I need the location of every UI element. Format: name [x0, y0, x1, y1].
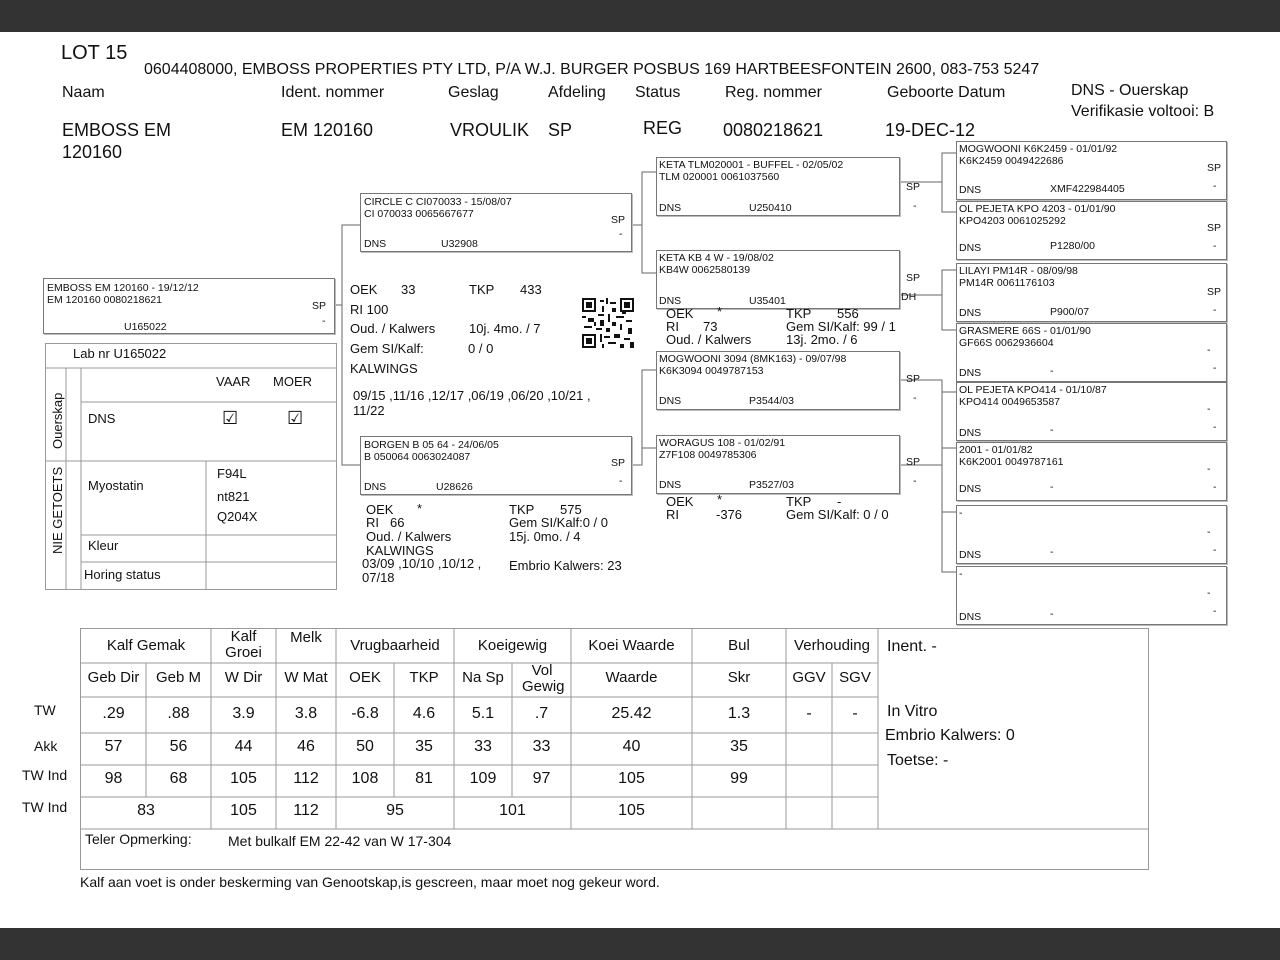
gp2-ri-value: 73: [703, 319, 718, 334]
cell: 33: [532, 738, 551, 755]
cell: 83: [137, 802, 155, 819]
cell: 50: [356, 738, 374, 755]
ggp-line2: KPO4203 0061025292: [959, 215, 1066, 227]
ggp-code: -: [1050, 424, 1054, 436]
col-group-kalf-gemak: Kalf Gemak: [106, 637, 186, 654]
col-group-koeigewig: Koeigewig: [477, 637, 548, 654]
dam-oud-label: Oud. / Kalwers: [366, 529, 452, 544]
ggp-code: -: [1050, 365, 1054, 377]
cell: 108: [351, 770, 379, 787]
cell: 35: [415, 738, 433, 755]
ggp-sp: -: [1207, 344, 1211, 356]
ggp-dns: DNS: [959, 307, 982, 319]
header-afdeling: Afdeling: [548, 84, 606, 101]
gp-dash: DH: [901, 291, 917, 303]
ggp-sp: SP: [1207, 286, 1222, 298]
sire-dns: DNS: [364, 238, 387, 250]
sire-card[interactable]: [360, 193, 632, 252]
gp4-ri-label: RI: [666, 507, 679, 522]
animal-reg: 0080218621: [723, 120, 824, 140]
subject-sp: SP: [312, 300, 327, 312]
row-label-akk: Akk: [34, 738, 58, 754]
ggp-line1: -: [959, 568, 963, 580]
ggp-code: XMF422984405: [1050, 183, 1125, 195]
myostatin-q204x: Q204X: [217, 509, 258, 524]
embrio-kalwers: Embrio Kalwers: 0: [885, 727, 1015, 744]
col-group-koei-waarde: Koei Waarde: [588, 637, 675, 654]
myostatin-f94l: F94L: [217, 466, 247, 481]
col-skr: Skr: [727, 669, 751, 686]
gp-dash: -: [913, 392, 917, 404]
gp2-oud-value: 13j. 2mo. / 6: [786, 332, 858, 347]
vaar-label: VAAR: [216, 374, 251, 389]
gp-line2: TLM 020001 0061037560: [659, 171, 780, 183]
gp-line1: KETA TLM020001 - BUFFEL - 02/05/02: [659, 159, 844, 171]
moer-label: MOER: [273, 374, 312, 389]
subject-oek-label: OEK: [350, 282, 378, 297]
gp-line2: Z7F108 0049785306: [659, 449, 757, 461]
ggp-dash: -: [1213, 362, 1217, 374]
dns-label: DNS: [88, 411, 116, 426]
dam-line1: BORGEN B 05 64 - 24/06/05: [364, 439, 499, 451]
ggp-dns: DNS: [959, 184, 982, 196]
subject-oud-value: 10j. 4mo. / 7: [469, 321, 541, 336]
ggp-sp: SP: [1207, 162, 1222, 174]
cell: 109: [469, 770, 497, 787]
gp2-gem: Gem SI/Kalf: 99 / 1: [786, 319, 896, 334]
gp-line2: K6K3094 0049787153: [659, 365, 764, 377]
col-oek: OEK: [349, 669, 381, 686]
subject-oud-label: Oud. / Kalwers: [350, 321, 436, 336]
cell: 105: [230, 802, 257, 819]
cell: 101: [499, 802, 526, 819]
ggp-card[interactable]: [956, 442, 1227, 501]
teler-opmerking-label: Teler Opmerking:: [85, 831, 192, 847]
col-sgv: SGV: [839, 669, 871, 686]
ggp-line2: GF66S 0062936604: [959, 337, 1054, 349]
header-geslag: Geslag: [448, 84, 499, 101]
grandparent-card[interactable]: [656, 351, 921, 410]
gp-line1: MOGWOONI 3094 (8MK163) - 09/07/98: [659, 353, 847, 365]
subject-tkp-value: 433: [520, 282, 542, 297]
col-group-verhouding: Verhouding: [794, 637, 870, 654]
ggp-line1: OL PEJETA KPO414 - 01/10/87: [959, 384, 1107, 396]
col-vol-gewig: Vol Gewig: [522, 662, 565, 695]
subject-oek-value: 33: [401, 282, 416, 297]
dam-age: 15j. 0mo. / 4: [509, 529, 581, 544]
ggp-dns: DNS: [959, 549, 982, 561]
cell: 1.3: [727, 705, 751, 722]
ggp-code: -: [1050, 608, 1054, 620]
gp-code: P3544/03: [749, 395, 794, 407]
header-geboorte: Geboorte Datum: [887, 84, 1006, 101]
gp-line1: WORAGUS 108 - 01/02/91: [659, 437, 786, 449]
header-reg: Reg. nommer: [725, 84, 822, 101]
ggp-line1: MOGWOONI K6K2459 - 01/01/92: [959, 143, 1118, 155]
dam-gem: Gem SI/Kalf:0 / 0: [509, 515, 608, 530]
col-w-mat: W Mat: [284, 669, 328, 686]
teler-opmerking: Met bulkalf EM 22-42 van W 17-304: [228, 833, 452, 849]
dam-calving-dates: 03/09 ,10/10 ,10/12 ,: [362, 556, 482, 571]
gp-dns: DNS: [659, 479, 682, 491]
ggp-card[interactable]: [956, 263, 1227, 322]
cell: -6.8: [351, 705, 379, 722]
ggp-line2: PM14R 0061176103: [959, 277, 1055, 289]
owner-line: 0604408000, EMBOSS PROPERTIES PTY LTD, P/A W.J. BURGER POSBUS 169 HARTBEESFONTEIN 2600, 083-753 5247: [144, 61, 1040, 78]
in-vitro: In Vitro: [887, 703, 938, 720]
ggp-sp: -: [1207, 403, 1211, 415]
cell: 105: [618, 802, 645, 819]
cell: .7: [534, 705, 549, 722]
gp-dash: -: [913, 200, 917, 212]
ggp-dash: -: [1213, 544, 1217, 556]
ggp-dash: -: [1213, 180, 1217, 192]
cell: 105: [230, 770, 257, 787]
horing-status-label: Horing status: [84, 567, 161, 582]
ggp-sp: -: [1207, 526, 1211, 538]
grandparent-card[interactable]: [656, 250, 921, 309]
cell: .88: [167, 705, 190, 722]
sire-line2: CI 070033 0065667677: [364, 208, 474, 220]
gp4-oek-value: *: [717, 492, 723, 507]
dam-ri-label: RI: [366, 515, 379, 530]
cell: 3.8: [294, 705, 318, 722]
ggp-code: P900/07: [1050, 306, 1090, 318]
animal-afdeling: SP: [548, 120, 573, 140]
ggp-card[interactable]: [956, 323, 1227, 382]
cell: 44: [234, 738, 253, 755]
col-group-vrugbaarheid: Vrugbaarheid: [350, 637, 440, 654]
grandparent-card[interactable]: [656, 435, 921, 494]
subject-calving-dates: 09/15 ,11/16 ,12/17 ,06/19 ,06/20 ,10/21 ,: [353, 388, 591, 403]
col-w-dir: W Dir: [224, 669, 263, 686]
col-waarde: Waarde: [605, 669, 658, 686]
gp-dns: DNS: [659, 295, 682, 307]
ggp-dash: -: [1213, 240, 1217, 252]
inent: Inent. -: [887, 638, 937, 655]
ggp-dns: DNS: [959, 367, 982, 379]
gp-dns: DNS: [659, 202, 682, 214]
dam-line2: B 050064 0063024087: [364, 451, 471, 463]
dam-embrio: Embrio Kalwers: 23: [509, 558, 622, 573]
sire-line1: CIRCLE C CI070033 - 15/08/07: [364, 196, 512, 208]
ggp-sp: -: [1207, 587, 1211, 599]
header-dns: DNS - Ouerskap: [1071, 82, 1189, 99]
cell: 3.9: [232, 705, 255, 722]
cell: 33: [474, 738, 492, 755]
subject-dash: -: [322, 315, 326, 327]
cell: 95: [386, 802, 404, 819]
dam-calving-dates-2: 07/18: [362, 570, 395, 585]
gp-sp: SP: [906, 456, 921, 468]
dna-test-panel: [45, 343, 337, 590]
row-label-tw-ind-2: TW Ind: [22, 799, 68, 815]
dam-card[interactable]: [360, 436, 632, 495]
grandparent-card[interactable]: [656, 157, 921, 216]
subject-tkp-label: TKP: [469, 282, 495, 297]
cell: 25.42: [611, 705, 652, 722]
header-verifikasie: Verifikasie voltooi: B: [1071, 103, 1215, 120]
ggp-card[interactable]: [956, 382, 1227, 441]
breeding-values-table: [80, 628, 1149, 870]
cell: 81: [415, 770, 433, 787]
animal-status: REG: [643, 118, 683, 138]
dam-sp: SP: [611, 457, 626, 469]
toetse: Toetse: -: [887, 752, 949, 769]
cell: -: [852, 705, 858, 722]
dam-dash: -: [619, 475, 623, 487]
ggp-line1: -: [959, 507, 963, 519]
ggp-line1: OL PEJETA KPO 4203 - 01/01/90: [959, 203, 1116, 215]
ggp-code: P1280/00: [1050, 240, 1095, 252]
cell: -: [806, 705, 812, 722]
gp-line1: KETA KB 4 W - 19/08/02: [659, 252, 774, 264]
col-geb-dir: Geb Dir: [87, 669, 140, 686]
subject-ri: RI 100: [350, 302, 389, 317]
cell: 57: [104, 738, 123, 755]
col-ggv: GGV: [792, 669, 826, 686]
dam-kalwings: KALWINGS: [366, 543, 434, 558]
cell: 40: [622, 738, 641, 755]
col-group-bul: Bul: [728, 637, 750, 654]
gp2-oek-value: *: [717, 304, 723, 319]
ggp-dash: -: [1213, 421, 1217, 433]
lot-number: LOT 15: [61, 42, 128, 64]
dam-oek-value: *: [417, 501, 423, 516]
ggp-card[interactable]: [956, 141, 1227, 200]
col-group-kalf-groei: Kalf Groei: [225, 628, 262, 661]
dam-tkp-label: TKP: [509, 502, 535, 517]
cell: 46: [297, 738, 315, 755]
subject-card[interactable]: [43, 278, 335, 334]
ggp-line2: K6K2001 0049787161: [959, 456, 1064, 468]
subject-line2: EM 120160 0080218621: [47, 294, 163, 306]
gp-code: U35401: [749, 295, 786, 307]
ggp-code: -: [1050, 481, 1054, 493]
qr-code: [582, 298, 634, 348]
ggp-dns: DNS: [959, 427, 982, 439]
kleur-label: Kleur: [88, 538, 119, 553]
sire-code: U32908: [441, 238, 478, 250]
cell: 68: [169, 770, 188, 787]
ggp-dns: DNS: [959, 483, 982, 495]
subject-kalwings: KALWINGS: [350, 361, 418, 376]
dam-tkp-value: 575: [560, 502, 582, 517]
header-status: Status: [635, 84, 681, 101]
cell: 4.6: [412, 705, 436, 722]
gp2-oud-label: Oud. / Kalwers: [666, 332, 752, 347]
ggp-line2: K6K2459 0049422686: [959, 155, 1064, 167]
gp-dash: -: [913, 475, 917, 487]
ggp-dash: -: [1213, 481, 1217, 493]
cell: 56: [169, 738, 188, 755]
ggp-card[interactable]: [956, 566, 1227, 625]
gp2-tkp-value: 556: [837, 306, 859, 321]
cell: 5.1: [471, 705, 495, 722]
gp4-oek-label: OEK: [666, 494, 694, 509]
ggp-sp: -: [1207, 463, 1211, 475]
row-label-tw: TW: [34, 702, 56, 718]
col-group-melk: Melk: [290, 629, 322, 646]
vaar-checkbox-icon: ☑: [222, 408, 239, 428]
gp-sp: SP: [906, 181, 921, 193]
row-label-tw-ind: TW Ind: [22, 767, 68, 783]
gp-line2: KB4W 0062580139: [659, 264, 751, 276]
ouerskap-label: Ouerskap: [50, 392, 65, 449]
nie-getoets-label: NIE GETOETS: [50, 466, 65, 554]
subject-line1: EMBOSS EM 120160 - 19/12/12: [47, 282, 199, 294]
myostatin-nt821: nt821: [217, 489, 250, 504]
ggp-dash: -: [1213, 304, 1217, 316]
animal-geslag: VROULIK: [450, 120, 530, 140]
gp2-tkp-label: TKP: [786, 306, 812, 321]
col-na-sp: Na Sp: [462, 669, 504, 686]
cell: 99: [730, 770, 748, 787]
subject-calving-dates-2: 11/22: [353, 403, 385, 418]
sire-dash: -: [619, 228, 623, 240]
cell: 112: [293, 770, 319, 787]
gp4-ri-value: -376: [716, 507, 743, 522]
dam-dns: DNS: [364, 481, 387, 493]
header-ident: Ident. nommer: [281, 84, 385, 101]
ggp-sp: SP: [1207, 222, 1222, 234]
cell: 97: [532, 770, 551, 787]
dam-code: U28626: [436, 481, 473, 493]
animal-name-2: 120160: [62, 142, 123, 162]
cell: 35: [730, 738, 748, 755]
ggp-card[interactable]: [956, 505, 1227, 564]
ggp-line1: 2001 - 01/01/82: [959, 444, 1033, 456]
animal-geboorte: 19-DEC-12: [885, 120, 976, 140]
ggp-line2: KPO414 0049653587: [959, 396, 1061, 408]
animal-name: EMBOSS EM: [62, 120, 172, 140]
gp-code: U250410: [749, 202, 792, 214]
header-naam: Naam: [62, 84, 105, 101]
gp4-tkp-value: -: [837, 494, 842, 509]
cell: 105: [618, 770, 645, 787]
gp2-oek-label: OEK: [666, 306, 694, 321]
cell: 98: [104, 770, 123, 787]
subject-gem-value: 0 / 0: [468, 341, 494, 356]
ggp-card[interactable]: [956, 201, 1227, 260]
myostatin-label: Myostatin: [88, 478, 144, 493]
gp2-ri-label: RI: [666, 319, 679, 334]
animal-ident: EM 120160: [281, 120, 374, 140]
moer-checkbox-icon: ☑: [287, 408, 304, 428]
dam-oek-label: OEK: [366, 502, 394, 517]
subject-gem-label: Gem SI/Kalf:: [350, 341, 424, 356]
ggp-line1: GRASMERE 66S - 01/01/90: [959, 325, 1091, 337]
sire-sp: SP: [611, 214, 626, 226]
subject-code: U165022: [124, 321, 167, 333]
col-geb-m: Geb M: [155, 669, 201, 686]
footer-note: Kalf aan voet is onder beskerming van Genootskap,is gescreen, maar moet nog gekeur word.: [80, 874, 660, 890]
dam-ri-value: 66: [390, 515, 405, 530]
gp-dns: DNS: [659, 395, 682, 407]
cell: .29: [102, 705, 125, 722]
gp-code: P3527/03: [749, 479, 794, 491]
gp-sp: SP: [906, 373, 921, 385]
ggp-dash: -: [1213, 605, 1217, 617]
gp4-gem: Gem SI/Kalf: 0 / 0: [786, 507, 889, 522]
ggp-code: -: [1050, 546, 1054, 558]
ggp-line1: LILAYI PM14R - 08/09/98: [959, 265, 1078, 277]
ggp-dns: DNS: [959, 611, 982, 623]
lab-number: Lab nr U165022: [73, 346, 167, 361]
gp4-tkp-label: TKP: [786, 494, 812, 509]
cell: 112: [293, 802, 319, 819]
ggp-dns: DNS: [959, 242, 982, 254]
col-tkp: TKP: [409, 669, 439, 686]
gp-sp: SP: [906, 272, 921, 284]
